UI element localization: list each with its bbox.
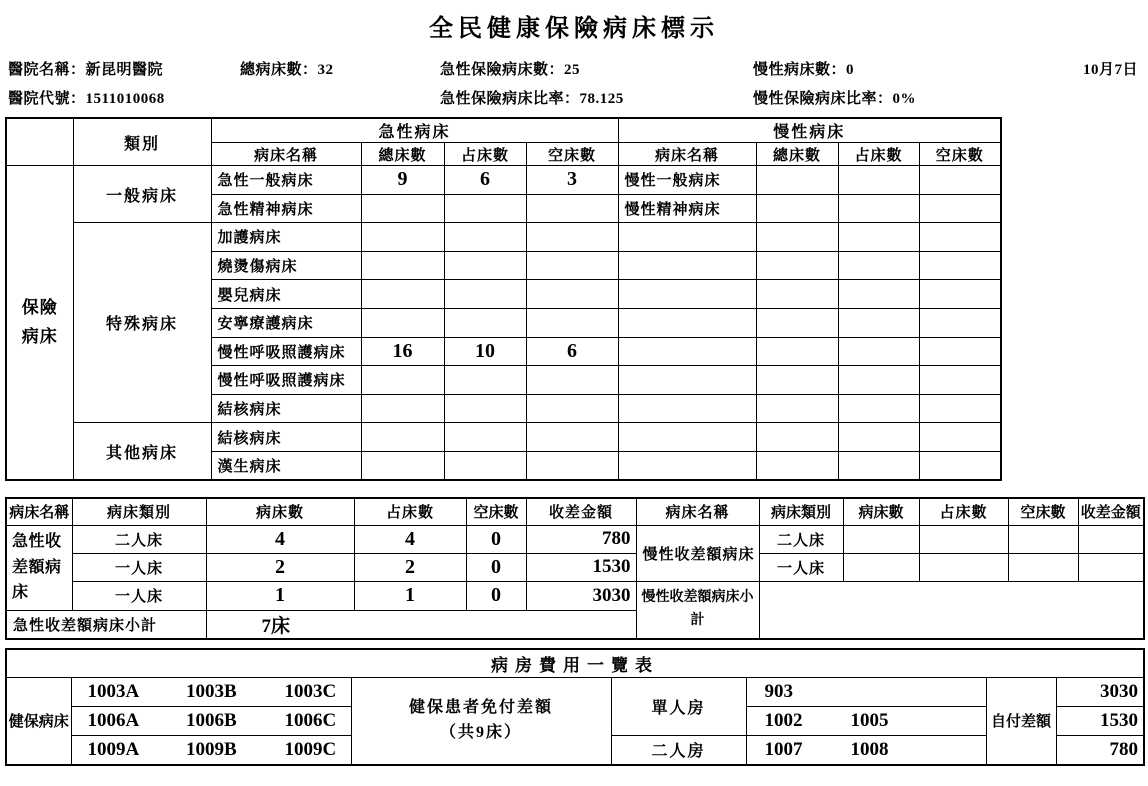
total-count-cell [756, 337, 838, 366]
page-title: 全民健康保險病床標示 [429, 16, 719, 42]
total-count-cell [756, 251, 838, 280]
hospital-name-field [8, 58, 163, 79]
bed-count-cell: 2 [206, 553, 354, 581]
nhi-room-list-cell [71, 735, 351, 765]
bed-count-cell [843, 553, 919, 581]
occupied-count-cell [838, 337, 919, 366]
room-number-list [72, 710, 351, 732]
bed-name-cell [618, 337, 756, 366]
room-number-list [747, 681, 986, 703]
empty-count-cell [526, 251, 618, 280]
empty-count-cell: 0 [466, 553, 526, 581]
fee-table-title: 病房費用一覽表 [6, 649, 1144, 677]
bed-count-cell [843, 525, 919, 553]
room-number-list [747, 710, 986, 732]
acute-insured-beds-label: 急性保險病床數： [440, 62, 565, 78]
acute-subtotal-label-cell: 急性收差額病床小計 [6, 610, 206, 639]
column-header: 總床數 [756, 143, 838, 166]
column-header: 占床數 [354, 498, 466, 525]
bed-row [6, 166, 1001, 195]
bed-name-cell: 慢性精神病床 [618, 194, 756, 223]
occupied-count-cell [838, 223, 919, 252]
occupied-count-cell [919, 525, 1008, 553]
total-count-cell: 9 [361, 166, 444, 195]
chronic-bed-ratio-label: 慢性保險病床比率： [753, 91, 893, 107]
total-count-cell [361, 423, 444, 452]
room-number-list [72, 739, 351, 761]
occupied-count-cell [919, 553, 1008, 581]
acute-bed-ratio-label: 急性保險病床比率： [440, 91, 580, 107]
bed-row [6, 223, 1001, 252]
room-number: 1006C [284, 709, 337, 731]
chronic-beds-field [753, 58, 854, 79]
bed-name-cell: 急性一般病床 [211, 166, 361, 195]
column-header: 占床數 [444, 143, 526, 166]
room-number: 1009A [87, 738, 140, 760]
occupied-count-cell [838, 166, 919, 195]
bed-name-cell [618, 223, 756, 252]
chronic-beds-label: 慢性病床數： [753, 62, 847, 78]
nhi-bed-label-cell: 健保病床 [6, 677, 71, 765]
bed-name-cell [618, 451, 756, 480]
chronic-beds-value: 0 [846, 62, 855, 78]
occupied-count-cell [444, 451, 526, 480]
double-room-label-cell: 二人房 [611, 735, 746, 765]
empty-count-cell [526, 223, 618, 252]
paid-room-list-cell [746, 706, 986, 735]
price-cell: 3030 [1056, 677, 1144, 706]
chronic-bed-ratio-field [753, 87, 916, 108]
empty-count-cell [919, 394, 1001, 423]
hospital-code-field [8, 87, 165, 108]
bed-name-cell: 結核病床 [211, 423, 361, 452]
empty-count-cell [919, 366, 1001, 395]
empty-count-cell [526, 451, 618, 480]
chronic-subtotal-value-cell [759, 581, 1144, 639]
total-count-cell [756, 423, 838, 452]
room-number: 1006A [87, 709, 140, 731]
bed-name-cell: 急性精神病床 [211, 194, 361, 223]
empty-count-cell [919, 166, 1001, 195]
empty-count-cell [919, 451, 1001, 480]
bed-name-cell: 結核病床 [211, 394, 361, 423]
column-header: 病床名稱 [618, 143, 756, 166]
total-count-cell [361, 194, 444, 223]
bed-type-cell: 一人床 [72, 581, 206, 610]
occupied-count-cell [838, 423, 919, 452]
group-label-special: 特殊病床 [73, 223, 211, 423]
price-diff-cell: 1530 [526, 553, 636, 581]
empty-count-cell [526, 394, 618, 423]
bed-type-cell: 二人床 [72, 525, 206, 553]
bed-count-cell: 1 [206, 581, 354, 610]
empty-count-cell [919, 223, 1001, 252]
occupied-count-cell [444, 223, 526, 252]
bed-name-cell: 嬰兒病床 [211, 280, 361, 309]
room-number: 1009B [186, 738, 237, 760]
paid-room-list-cell [746, 677, 986, 706]
ward-fee-table [5, 648, 1145, 766]
total-count-cell [756, 194, 838, 223]
occupied-count-cell [838, 451, 919, 480]
price-diff-cell [1078, 525, 1144, 553]
diff-row [6, 581, 1144, 610]
column-header: 空床數 [526, 143, 618, 166]
room-number: 1002 [764, 709, 803, 731]
acute-bed-ratio-value: 78.125 [579, 91, 624, 107]
column-header-row [6, 498, 1144, 525]
empty-count-cell [919, 280, 1001, 309]
nhi-free-note-cell [351, 677, 611, 765]
occupied-count-cell [838, 194, 919, 223]
chronic-diff-label-cell: 慢性收差額病床 [636, 525, 759, 581]
column-header: 病床數 [843, 498, 919, 525]
empty-count-cell: 3 [526, 166, 618, 195]
total-count-cell [756, 394, 838, 423]
empty-count-cell [919, 194, 1001, 223]
empty-count-cell [526, 194, 618, 223]
nhi-room-list-cell [71, 677, 351, 706]
acute-insured-beds-field [440, 58, 580, 79]
price-diff-cell: 780 [526, 525, 636, 553]
diff-bed-table [5, 497, 1145, 640]
bed-name-cell: 安寧療護病床 [211, 308, 361, 337]
total-count-cell [756, 280, 838, 309]
acute-bed-ratio-field [440, 87, 624, 108]
room-number: 1008 [850, 738, 889, 760]
column-header: 總床數 [361, 143, 444, 166]
bed-count-cell: 4 [206, 525, 354, 553]
hospital-code-label: 醫院代號： [8, 91, 86, 107]
empty-count-cell: 0 [466, 581, 526, 610]
bed-name-cell: 漢生病床 [211, 451, 361, 480]
self-pay-label-cell: 自付差額 [986, 677, 1056, 765]
column-header: 病床類別 [72, 498, 206, 525]
bed-name-cell [618, 366, 756, 395]
occupied-count-cell [838, 251, 919, 280]
acute-subtotal-value-cell: 7床 [206, 610, 636, 639]
column-header: 空床數 [1008, 498, 1078, 525]
empty-count-cell [919, 308, 1001, 337]
hospital-name-label: 醫院名稱： [8, 62, 86, 78]
bed-name-cell [618, 251, 756, 280]
occupied-count-cell [838, 280, 919, 309]
column-header: 空床數 [466, 498, 526, 525]
chronic-subtotal-label-cell: 慢性收差額病床小計 [636, 581, 759, 639]
group-label-general: 一般病床 [73, 166, 211, 223]
empty-count-cell [919, 337, 1001, 366]
column-header: 占床數 [919, 498, 1008, 525]
price-diff-cell [1078, 553, 1144, 581]
diff-row [6, 525, 1144, 553]
room-number: 1006B [186, 709, 237, 731]
diff-row [6, 553, 1144, 581]
column-header: 病床名稱 [211, 143, 361, 166]
category-header-cell: 類別 [73, 118, 211, 166]
empty-count-cell [1008, 553, 1078, 581]
room-number: 1007 [764, 738, 803, 760]
single-room-label-cell: 單人房 [611, 677, 746, 735]
room-number: 1009C [284, 738, 337, 760]
date-field: 10月7日 [1083, 62, 1139, 78]
nhi-free-note-line1: 健保患者免付差額 [408, 698, 553, 716]
side-label-cell: 保險病床 [6, 166, 73, 481]
occupied-count-cell [838, 308, 919, 337]
column-header: 病床類別 [759, 498, 843, 525]
room-number: 1005 [850, 709, 889, 731]
hospital-code-value: 1511010068 [85, 91, 165, 107]
empty-count-cell [526, 280, 618, 309]
column-header: 收差金額 [526, 498, 636, 525]
hospital-name-value: 新昆明醫院 [85, 62, 164, 78]
occupied-count-cell [444, 280, 526, 309]
empty-count-cell [526, 366, 618, 395]
total-count-cell [756, 223, 838, 252]
occupied-count-cell: 6 [444, 166, 526, 195]
empty-count-cell [919, 423, 1001, 452]
empty-count-cell: 0 [466, 525, 526, 553]
empty-count-cell [1008, 525, 1078, 553]
occupied-count-cell [444, 251, 526, 280]
occupied-count-cell [444, 194, 526, 223]
occupied-count-cell [838, 366, 919, 395]
column-header: 空床數 [919, 143, 1001, 166]
bed-name-cell: 燒燙傷病床 [211, 251, 361, 280]
bed-name-cell: 加護病床 [211, 223, 361, 252]
fee-title-row [6, 649, 1144, 677]
bed-type-cell: 一人床 [759, 553, 843, 581]
bed-name-cell [618, 423, 756, 452]
total-count-cell [361, 308, 444, 337]
total-count-cell [361, 366, 444, 395]
room-number: 1003A [87, 680, 140, 702]
total-beds-label: 總病床數： [240, 62, 318, 78]
total-count-cell [361, 451, 444, 480]
acute-group-header: 急性病床 [211, 118, 618, 143]
total-beds-value: 32 [317, 62, 334, 78]
room-number-list [72, 681, 351, 703]
occupied-count-cell [444, 394, 526, 423]
occupied-count-cell: 2 [354, 553, 466, 581]
group-header-row [6, 118, 1001, 143]
occupied-count-cell [444, 366, 526, 395]
column-header: 占床數 [838, 143, 919, 166]
total-count-cell: 16 [361, 337, 444, 366]
fee-row [6, 677, 1144, 706]
total-beds-field [240, 58, 334, 79]
room-number: 1003B [186, 680, 237, 702]
bed-row [6, 423, 1001, 452]
chronic-bed-ratio-value: 0% [892, 91, 917, 107]
total-count-cell [361, 394, 444, 423]
nhi-room-list-cell [71, 706, 351, 735]
corner-cell [6, 118, 73, 166]
total-count-cell [756, 451, 838, 480]
paid-room-list-cell [746, 735, 986, 765]
column-header: 病床數 [206, 498, 354, 525]
room-number-list [747, 739, 986, 761]
bed-name-cell: 慢性呼吸照護病床 [211, 366, 361, 395]
acute-diff-label-cell: 急性收差額病床 [6, 525, 72, 610]
bed-name-cell: 慢性一般病床 [618, 166, 756, 195]
price-cell: 780 [1056, 735, 1144, 765]
occupied-count-cell [444, 423, 526, 452]
group-label-other: 其他病床 [73, 423, 211, 480]
insured-bed-table [5, 117, 1002, 481]
occupied-count-cell [838, 394, 919, 423]
total-count-cell [361, 280, 444, 309]
empty-count-cell [919, 251, 1001, 280]
occupied-count-cell [444, 308, 526, 337]
total-count-cell [361, 251, 444, 280]
occupied-count-cell: 1 [354, 581, 466, 610]
bed-type-cell: 二人床 [759, 525, 843, 553]
total-count-cell [756, 166, 838, 195]
acute-insured-beds-value: 25 [564, 62, 581, 78]
room-number: 903 [764, 680, 793, 702]
column-header: 病床名稱 [636, 498, 759, 525]
bed-name-cell: 慢性呼吸照護病床 [211, 337, 361, 366]
room-number: 1003C [284, 680, 337, 702]
occupied-count-cell: 10 [444, 337, 526, 366]
bed-name-cell [618, 394, 756, 423]
column-header: 收差金額 [1078, 498, 1144, 525]
total-count-cell [361, 223, 444, 252]
price-diff-cell: 3030 [526, 581, 636, 610]
empty-count-cell [526, 308, 618, 337]
empty-count-cell: 6 [526, 337, 618, 366]
column-header: 病床名稱 [6, 498, 72, 525]
bed-name-cell [618, 280, 756, 309]
total-count-cell [756, 366, 838, 395]
total-count-cell [756, 308, 838, 337]
price-cell: 1530 [1056, 706, 1144, 735]
bed-name-cell [618, 308, 756, 337]
chronic-group-header: 慢性病床 [618, 118, 1001, 143]
occupied-count-cell: 4 [354, 525, 466, 553]
nhi-free-note-line2: （共9床） [439, 723, 522, 741]
bed-type-cell: 一人床 [72, 553, 206, 581]
empty-count-cell [526, 423, 618, 452]
